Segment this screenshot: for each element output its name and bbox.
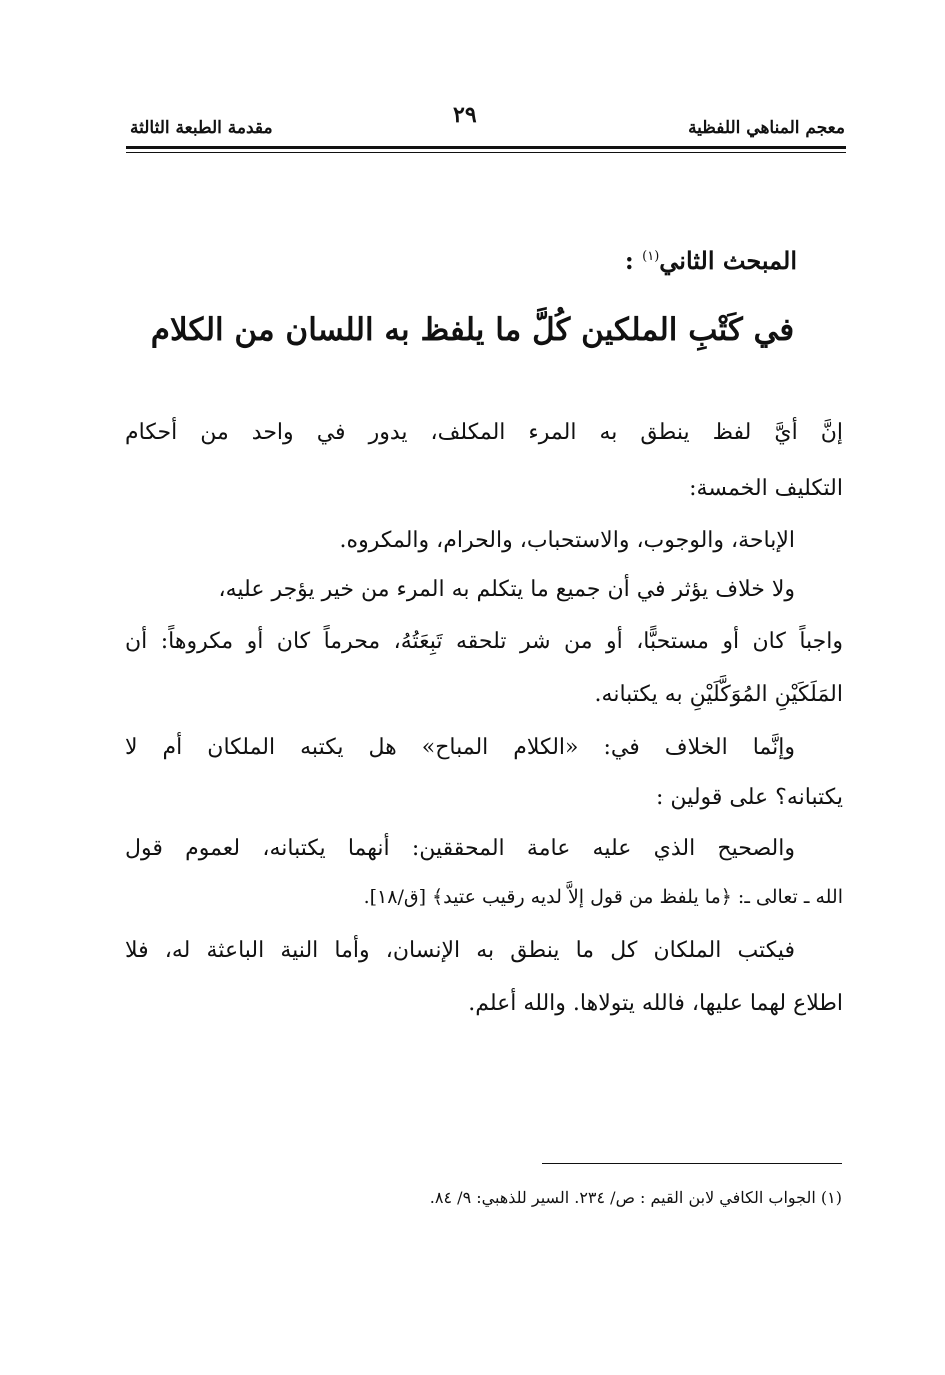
footnote-ref: (١) xyxy=(642,249,660,264)
running-header-book-title: معجم المناهي اللفظية xyxy=(688,118,845,138)
paragraph-2: الإباحة، والوجوب، والاستحباب، والحرام، والمكروه. xyxy=(339,528,795,553)
paragraph-3-line-2: واجباً كان أو مستحبًّا، أو من شر تلحقه تَبِعَتُهُ، محرماً كان أو مكروهاً: أن xyxy=(125,629,843,654)
footnote: (١) الجواب الكافي لابن القيم : ص/ ٢٣٤. السير للذهبي: ٩/ ٨٤. xyxy=(429,1188,842,1207)
paragraph-5-line-1: والصحيح الذي عليه عامة المحققين: أنهما يكتبانه، لعموم قول xyxy=(125,836,795,861)
section-label xyxy=(625,246,797,275)
page-number: ٢٩ xyxy=(453,102,477,128)
paragraph-6-line-2: اطلاع لهما عليها، فالله يتولاها. والله أعلم. xyxy=(468,991,843,1016)
paragraph-6-line-1: فيكتب الملكان كل ما ينطق به الإنسان، وأما النية الباعثة له، فلا xyxy=(125,938,795,963)
paragraph-3-line-3: المَلَكَيْنِ المُوَكَّلَيْنِ به يكتبانه. xyxy=(594,682,843,707)
section-label-text: المبحث الثاني xyxy=(659,246,797,275)
running-header-chapter-title: مقدمة الطبعة الثالثة xyxy=(130,118,273,138)
header-rule-thin xyxy=(126,152,846,153)
paragraph-4-line-2: يكتبانه؟ على قولين : xyxy=(656,785,843,810)
paragraph-5-line-2: الله ـ تعالى ـ: ﴿ما يلفظ من قول إلاَّ لديه رقيب عتيد﴾ [ق/١٨]. xyxy=(363,886,843,908)
section-colon: : xyxy=(624,246,643,275)
footnote-separator xyxy=(542,1163,842,1164)
paragraph-1-line-1: إنَّ أيَّ لفظ ينطق به المرء المكلف، يدور في واحد من أحكام xyxy=(125,420,843,445)
paragraph-3-line-1: ولا خلاف يؤثر في أن جميع ما يتكلم به المرء من خير يؤجر عليه، xyxy=(218,577,795,602)
paragraph-4-line-1: وإنَّما الخلاف في: «الكلام المباح» هل يكتبه الملكان أم لا xyxy=(125,735,795,760)
header-rule-thick xyxy=(126,146,846,149)
section-title: في كَتْبِ الملكين كُلَّ ما يلفظ به اللسان من الكلام xyxy=(150,312,795,348)
paragraph-1-line-2: التكليف الخمسة: xyxy=(689,476,843,501)
